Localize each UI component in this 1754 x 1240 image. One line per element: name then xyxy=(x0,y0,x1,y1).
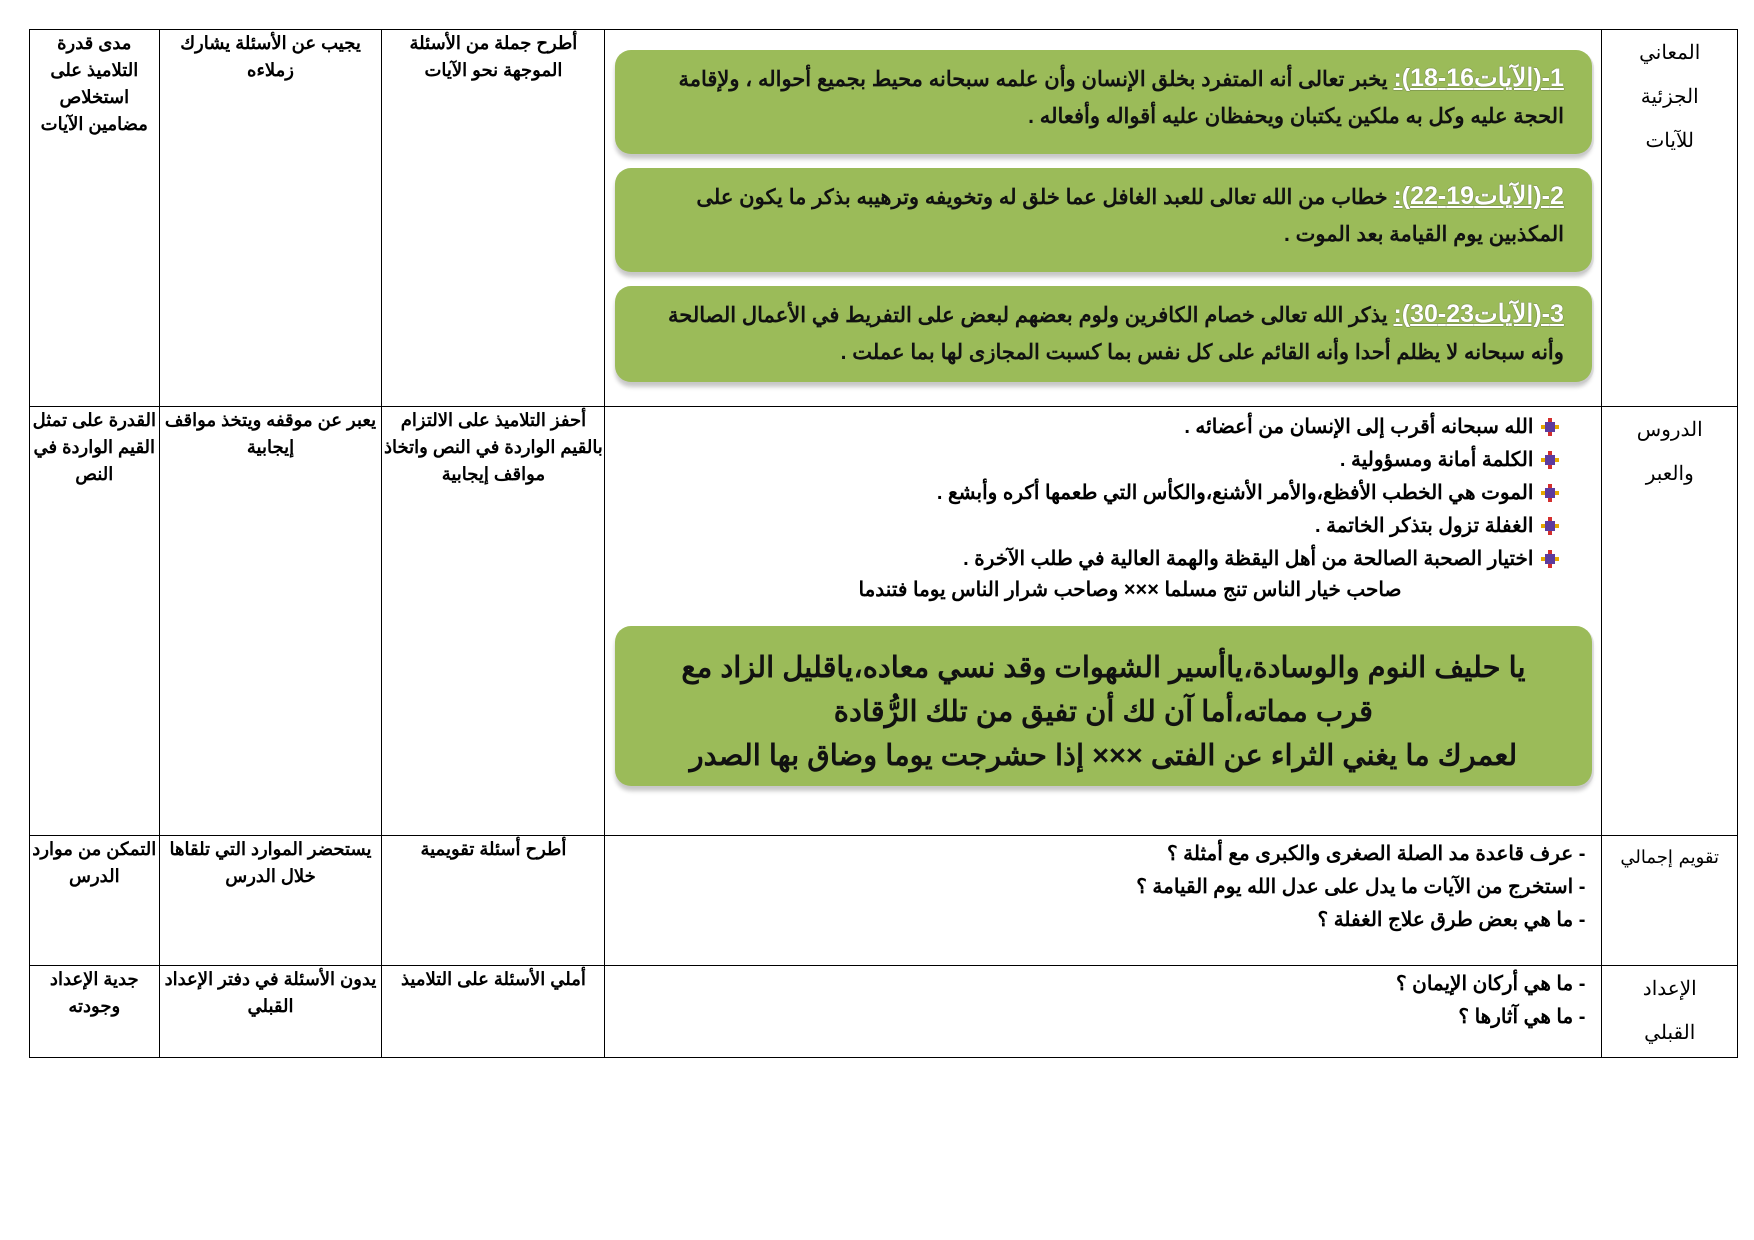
section-label-meanings xyxy=(1602,30,1738,407)
evaluation-questions xyxy=(605,836,1601,937)
question-item: - عرف قاعدة مد الصلة الصغرى والكبرى مع أمثلة ؟ xyxy=(1166,843,1586,865)
lesson-item xyxy=(605,510,1559,543)
lesson-item-text: اختيار الصحبة الصالحة من أهل اليقظة والهمة العالية في طلب الآخرة . xyxy=(963,548,1534,570)
section-evaluation-text: تقويم إجمالي xyxy=(1620,847,1720,868)
lesson-item xyxy=(605,543,1559,576)
meaning-tag-1: 1-(الآيات16-18): xyxy=(1393,64,1564,92)
meaning-text-1: يخبر تعالى أنه المتفرد بخلق الإنسان وأن علمه سبحانه محيط بجميع أحواله ، ولإقامة الحجة عليه وكل به ملكين يكتبان ويحفظان عليه أقواله وأفعاله . xyxy=(678,68,1564,128)
lesson-item xyxy=(605,477,1559,510)
evaluation-content xyxy=(605,836,1602,966)
teacher-activity-lessons: أحفز التلاميذ على الالتزام بالقيم الواردة في النص واتخاذ مواقف إيجابية xyxy=(382,407,605,836)
lessons-row xyxy=(30,407,1738,836)
lesson-item-text: الله سبحانه أقرب إلى الإنسان من أعضائه . xyxy=(1184,416,1534,438)
question-item: - ما هي أركان الإيمان ؟ xyxy=(1395,973,1586,995)
colored-cross-bullet-icon xyxy=(1541,550,1559,568)
meanings-row xyxy=(30,30,1738,407)
lesson-item-text: الكلمة أمانة ومسؤولية . xyxy=(1339,449,1534,471)
colored-cross-bullet-icon xyxy=(1541,517,1559,535)
student-activity-evaluation: يستحضر الموارد التي تلقاها خلال الدرس xyxy=(159,836,382,966)
lessons-content xyxy=(605,407,1602,836)
prep-content xyxy=(605,966,1602,1058)
lesson-item xyxy=(605,411,1559,444)
question-item: - ما هي آثارها ؟ xyxy=(1458,1006,1586,1028)
student-activity-prep: يدون الأسئلة في دفتر الإعداد القبلي xyxy=(159,966,382,1058)
colored-cross-bullet-icon xyxy=(1541,451,1559,469)
meaning-tag-2: 2-(الآيات19-22): xyxy=(1393,182,1564,210)
meaning-text-3: يذكر الله تعالى خصام الكافرين ولوم بعضهم لبعض على التفريط في الأعمال الصالحة وأنه سبحانه لا يظلم أحدا وأنه القائم على كل نفس بما كسبت المجازى لها بما عملت . xyxy=(668,304,1564,364)
meaning-tag-3: 3-(الآيات23-30): xyxy=(1393,300,1564,328)
teacher-activity-prep: أملي الأسئلة على التلاميذ xyxy=(382,966,605,1058)
meaning-box-3 xyxy=(615,286,1592,382)
colored-cross-bullet-icon xyxy=(1541,418,1559,436)
lesson-item xyxy=(605,444,1559,477)
student-activity-meanings: يجيب عن الأسئلة يشارك زملاءه xyxy=(159,30,382,407)
lessons-list xyxy=(605,407,1601,576)
question-item: - استخرج من الآيات ما يدل على عدل الله يوم القيامة ؟ xyxy=(1136,876,1586,898)
evaluation-prep: جدية الإعداد وجودته xyxy=(30,966,160,1058)
lesson-item-text: الموت هي الخطب الأفظع،والأمر الأشنع،والكأس التي طعمها أكره وأبشع . xyxy=(936,482,1534,504)
question-item: - ما هي بعض طرق علاج الغفلة ؟ xyxy=(1317,909,1586,931)
section-meanings-text: المعاني الجزئية للآيات xyxy=(1639,40,1701,152)
section-label-lessons xyxy=(1602,407,1738,836)
colored-cross-bullet-icon xyxy=(1541,484,1559,502)
section-label-prep xyxy=(1602,966,1738,1058)
teacher-activity-meanings: أطرح جملة من الأسئلة الموجهة نحو الآيات xyxy=(382,30,605,407)
evaluation-lessons: القدرة على تمثل القيم الواردة في النص xyxy=(30,407,160,836)
poetry-verse: صاحب خيار الناس تنج مسلما ××× وصاحب شرار الناس يوما فتندما xyxy=(858,579,1402,601)
meanings-content xyxy=(605,30,1602,407)
prep-row xyxy=(30,966,1738,1058)
meaning-box-2 xyxy=(615,168,1592,272)
prep-questions xyxy=(605,966,1601,1034)
poem-line-2: قرب مماته،أما آن لك أن تفيق من تلك الرُّقادة xyxy=(833,696,1374,728)
lesson-plan-table xyxy=(29,29,1738,1058)
student-activity-lessons: يعبر عن موقفه ويتخذ مواقف إيجابية xyxy=(159,407,382,836)
poem-box xyxy=(615,626,1592,786)
evaluation-meanings: مدى قدرة التلاميذ على استخلاص مضامين الآيات xyxy=(30,30,160,407)
section-lessons-text: الدروس والعبر xyxy=(1636,417,1703,485)
teacher-activity-evaluation: أطرح أسئلة تقويمية xyxy=(382,836,605,966)
meaning-box-1 xyxy=(615,50,1592,154)
evaluation-row xyxy=(30,836,1738,966)
lesson-item-text: الغفلة تزول بتذكر الخاتمة . xyxy=(1314,515,1534,537)
evaluation-evaluation: التمكن من موارد الدرس xyxy=(30,836,160,966)
section-label-evaluation xyxy=(1602,836,1738,966)
meaning-text-2: خطاب من الله تعالى للعبد الغافل عما خلق له وتخويفه وترهيبه بذكر ما يكون على المكذبين يوم القيامة بعد الموت . xyxy=(696,186,1564,246)
poem-line-1: يا حليف النوم والوسادة،ياأسير الشهوات وقد نسي معاده،ياقليل الزاد مع xyxy=(681,652,1526,684)
section-prep-text: الإعداد القبلي xyxy=(1642,976,1697,1044)
poem-line-3: لعمرك ما يغني الثراء عن الفتى ××× إذا حشرجت يوما وضاق بها الصدر xyxy=(689,740,1518,772)
